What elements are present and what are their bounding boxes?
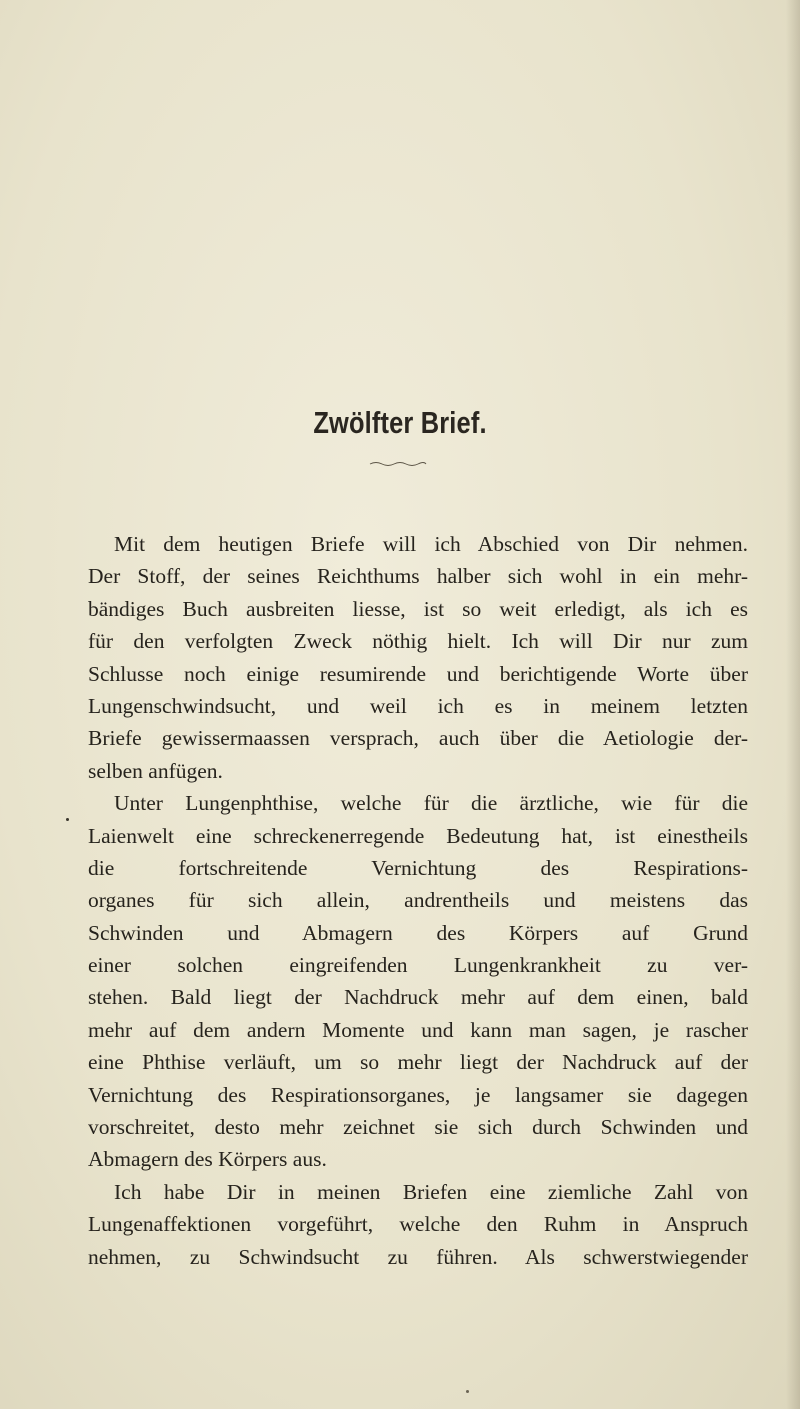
margin-mark (66, 818, 69, 821)
text-line: Lungenaffektionen vorgeführt, welche den Ruhm in Anspruch (88, 1212, 748, 1237)
title-ornament (368, 461, 428, 467)
text-line: Lungenschwindsucht, und weil ich es in meinem letzten (88, 693, 748, 718)
text-line: Mit dem heutigen Briefe will ich Abschied von Dir nehmen. (114, 532, 748, 556)
text-line: einer solchen eingreifenden Lungenkrankheit zu ver- (88, 953, 748, 978)
text-line: organes für sich allein, andrentheils und meistens das (88, 888, 748, 913)
text-line: Ich habe Dir in meinen Briefen eine ziemliche Zahl von (114, 1179, 748, 1204)
text-line: nehmen, zu Schwindsucht zu führen. Als schwerstwiegender (88, 1244, 748, 1269)
text-line: vorschreitet, desto mehr zeichnet sie sich durch Schwinden und (88, 1115, 748, 1140)
text-line: bändiges Buch ausbreiten liesse, ist so weit erledigt, als ich es (88, 596, 748, 621)
text-line: Laienwelt eine schreckenerregende Bedeutung hat, ist einestheils (88, 823, 748, 848)
text-line: Schlusse noch einige resumirende und berichtigende Worte über (88, 661, 748, 686)
text-line: selben anfügen. (88, 758, 223, 783)
body-text (88, 528, 748, 1273)
text-line: Unter Lungenphthise, welche für die ärztliche, wie für die (114, 791, 748, 816)
text-line: Schwinden und Abmagern des Körpers auf Grund (88, 920, 748, 945)
chapter-title: Zwölfter Brief. (313, 405, 487, 440)
page-edge-shadow (786, 0, 800, 1409)
text-line: für den verfolgten Zweck nöthig hielt. Ich will Dir nur zum (88, 629, 748, 654)
text-line: die fortschreitende Vernichtung des Respirations- (88, 855, 748, 880)
page-speck (466, 1390, 469, 1393)
text-line: eine Phthise verläuft, um so mehr liegt der Nachdruck auf der (88, 1050, 748, 1075)
text-line: Briefe gewissermaassen versprach, auch über die Aetiologie der- (88, 726, 748, 751)
text-line: Vernichtung des Respirationsorganes, je langsamer sie dagegen (88, 1082, 748, 1107)
text-line: mehr auf dem andern Momente und kann man sagen, je rascher (88, 1017, 748, 1042)
text-line: stehen. Bald liegt der Nachdruck mehr auf dem einen, bald (88, 985, 748, 1010)
text-line: Abmagern des Körpers aus. (88, 1147, 327, 1172)
text-line: Der Stoff, der seines Reichthums halber sich wohl in ein mehr- (88, 564, 748, 589)
